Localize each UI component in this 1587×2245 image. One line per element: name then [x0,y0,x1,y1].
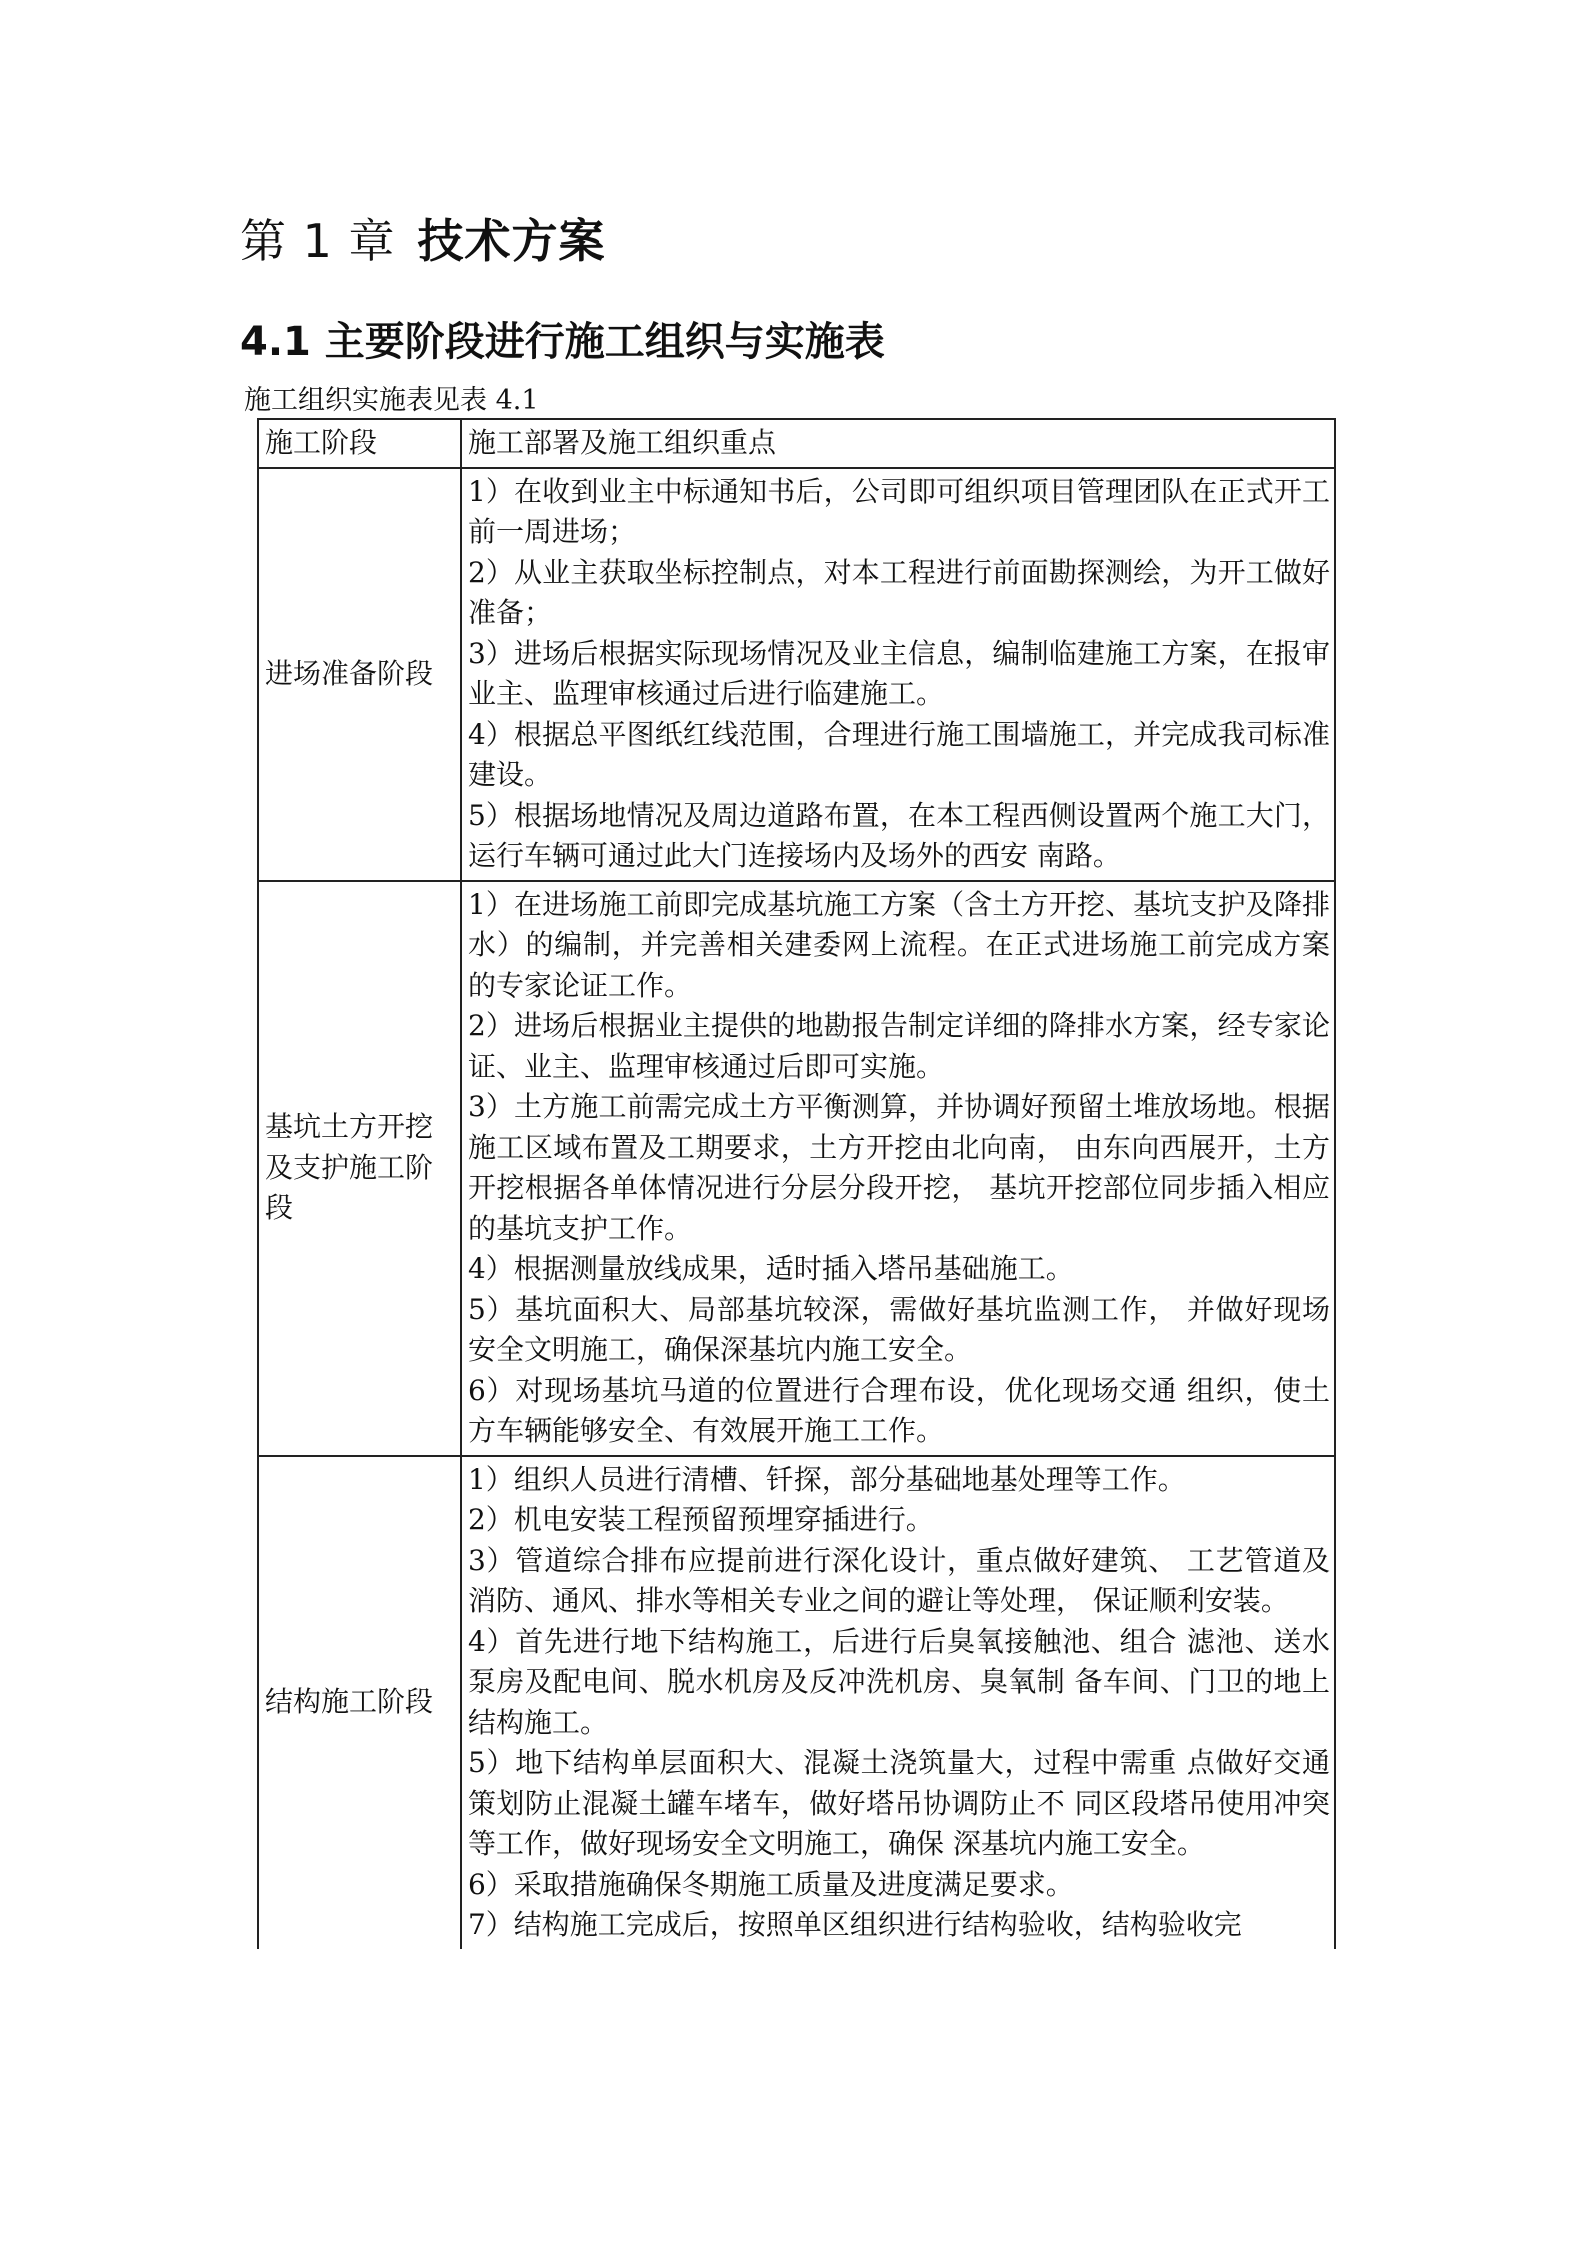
list-item: 3）进场后根据实际现场情况及业主信息，编制临建施工方案，在报审业主、监理审核通过后进行临建施工。 [467,636,1330,710]
table-caption: 施工组织实施表见表 4.1 [244,385,539,416]
table-row [258,881,1335,1456]
chapter-name: 技术方案 [417,214,606,268]
chapter-label: 第 1 章 [240,214,396,268]
list-item: 5）根据场地情况及周边道路布置，在本工程西侧设置两个施工大门，运行车辆可通过此大门连接场内及场外的西安 南路。 [467,798,1330,872]
table-row [258,1456,1335,1949]
list-item: 4）首先进行地下结构施工，后进行后臭氧接触池、组合 滤池、送水泵房及配电间、脱水机房及反冲洗机房、臭氧制 备车间、门卫的地上结构施工。 [467,1624,1330,1739]
list-item: 5）地下结构单层面积大、混凝土浇筑量大，过程中需重 点做好交通策划防止混凝土罐车堵车，做好塔吊协调防止不 同区段塔吊使用冲突等工作，做好现场安全文明施工，确保 深基坑内施工安全。 [467,1746,1330,1860]
table-header-row [258,419,1335,468]
table-row [258,468,1335,881]
list-item: 3）土方施工前需完成土方平衡测算，并协调好预留土堆放场地。根据施工区域布置及工期要求，土方开挖由北向南， 由东向西展开，土方开挖根据各单体情况进行分层分段开挖， 基坑开挖部位同步插入相应的基坑支护工作。 [467,1090,1330,1245]
chapter-title [240,205,606,271]
stage-label: 结构施工阶段 [265,1685,434,1719]
list-item: 2）从业主获取坐标控制点，对本工程进行前面勘探测绘，为开工做好准备； [467,555,1330,629]
list-item: 4）根据测量放线成果，适时插入塔吊基础施工。 [467,1252,1074,1285]
list-item: 6）对现场基坑马道的位置进行合理布设，优化现场交通 组织，使土方车辆能够安全、有效展开施工工作。 [467,1373,1330,1447]
list-item: 1）组织人员进行清槽、钎探，部分基础地基处理等工作。 [467,1462,1186,1496]
stage-label: 基坑土方开挖及支护施工阶段 [265,1110,434,1225]
construction-plan-table [257,418,1336,1949]
header-deployment: 施工部署及施工组织重点 [461,419,1335,468]
list-item: 2）进场后根据业主提供的地勘报告制定详细的降排水方案，经专家论证、业主、监理审核通过后即可实施。 [467,1009,1330,1083]
deployment-cell [461,881,1335,1456]
list-item: 1）在收到业主中标通知书后，公司即可组织项目管理团队在正式开工前一周进场； [467,474,1330,548]
deployment-cell [461,468,1335,881]
section-title: 4.1 主要阶段进行施工组织与实施表 [240,319,885,365]
list-item: 3）管道综合排布应提前进行深化设计，重点做好建筑、 工艺管道及消防、通风、排水等相关专业之间的避让等处理， 保证顺利安装。 [467,1543,1330,1617]
list-item: 6）采取措施确保冬期施工质量及进度满足要求。 [467,1867,1074,1901]
stage-cell [258,468,461,881]
list-item: 1）在进场施工前即完成基坑施工方案（含土方开挖、基坑支护及降排水）的编制，并完善相关建委网上流程。在正式进场施工前完成方案的专家论证工作。 [467,887,1330,1002]
stage-label: 进场准备阶段 [265,656,434,690]
stage-cell [258,881,461,1456]
list-item: 7）结构施工完成后，按照单区组织进行结构验收，结构验收完 [467,1908,1242,1941]
stage-cell [258,1456,461,1949]
list-item: 2）机电安装工程预留预埋穿插进行。 [467,1503,934,1536]
list-item: 4）根据总平图纸红线范围，合理进行施工围墙施工，并完成我司标准建设。 [467,717,1330,791]
list-item: 5）基坑面积大、局部基坑较深，需做好基坑监测工作， 并做好现场安全文明施工，确保深基坑内施工安全。 [467,1292,1330,1366]
deployment-cell [461,1456,1335,1949]
header-stage: 施工阶段 [258,419,461,468]
